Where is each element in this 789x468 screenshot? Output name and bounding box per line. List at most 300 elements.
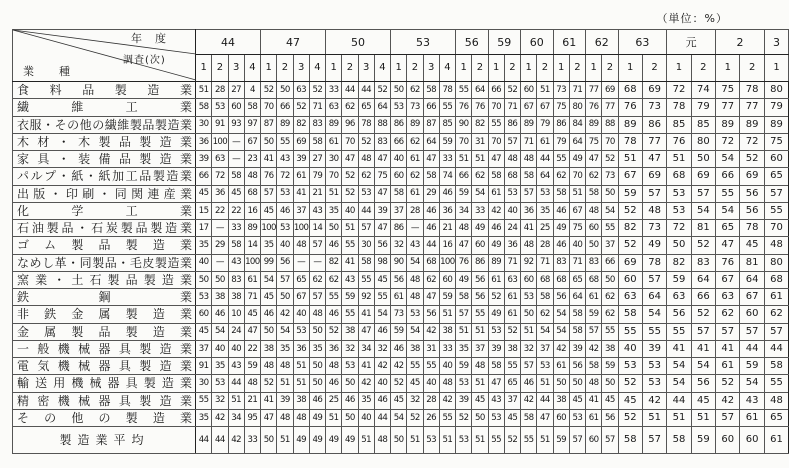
value-cell: 50 bbox=[691, 151, 715, 168]
survey-number: 3 bbox=[228, 55, 244, 82]
industry-row bbox=[13, 82, 789, 99]
value-cell: 89 bbox=[521, 116, 537, 133]
value-cell: 55 bbox=[326, 289, 342, 306]
value-cell: 61 bbox=[537, 133, 553, 150]
value-cell: 57 bbox=[309, 289, 325, 306]
value-cell: 80 bbox=[691, 133, 715, 150]
value-cell: 49 bbox=[293, 427, 309, 454]
value-cell: 55 bbox=[716, 185, 740, 202]
survey-number: 2 bbox=[642, 55, 666, 82]
value-cell: 29 bbox=[212, 237, 228, 254]
value-cell: 51 bbox=[537, 375, 553, 392]
value-cell: 73 bbox=[553, 82, 569, 99]
value-cell: 46 bbox=[521, 375, 537, 392]
value-cell: 64 bbox=[642, 289, 666, 306]
value-cell: 67 bbox=[618, 168, 642, 185]
value-cell: 89 bbox=[326, 116, 342, 133]
value-cell: 22 bbox=[212, 202, 228, 219]
value-cell: 54 bbox=[553, 306, 569, 323]
value-cell: 50 bbox=[391, 82, 407, 99]
value-cell: 41 bbox=[261, 392, 277, 409]
industry-row bbox=[13, 254, 789, 271]
value-cell: 50 bbox=[309, 323, 325, 340]
value-cell: 64 bbox=[423, 133, 439, 150]
value-cell: 68 bbox=[423, 254, 439, 271]
value-cell: 44 bbox=[667, 392, 691, 409]
value-cell: 72 bbox=[212, 168, 228, 185]
value-cell: 56 bbox=[667, 306, 691, 323]
survey-number: 4 bbox=[244, 55, 260, 82]
value-cell: 62 bbox=[602, 289, 618, 306]
industry-name: 鉄鋼業 bbox=[13, 289, 196, 306]
value-cell: 51 bbox=[342, 220, 358, 237]
value-cell: 14 bbox=[244, 237, 260, 254]
value-cell: 71 bbox=[569, 82, 585, 99]
value-cell: 42 bbox=[439, 392, 455, 409]
value-cell: 53 bbox=[667, 185, 691, 202]
value-cell: 40 bbox=[439, 358, 455, 375]
survey-header-label: 調査(次) bbox=[123, 55, 166, 66]
value-cell: 72 bbox=[740, 133, 764, 150]
value-cell: 52 bbox=[618, 237, 642, 254]
survey-number: 1 bbox=[667, 55, 691, 82]
value-cell: 71 bbox=[537, 254, 553, 271]
value-cell: 21 bbox=[309, 185, 325, 202]
value-cell: 54 bbox=[261, 271, 277, 288]
value-cell: 49 bbox=[472, 220, 488, 237]
value-cell: 53 bbox=[391, 99, 407, 116]
value-cell: 36 bbox=[504, 237, 520, 254]
value-cell: 63 bbox=[326, 99, 342, 116]
value-cell: 95 bbox=[244, 409, 260, 426]
value-cell: 35 bbox=[196, 237, 212, 254]
value-cell: 54 bbox=[407, 323, 423, 340]
value-cell: 32 bbox=[521, 340, 537, 357]
value-cell: 46 bbox=[326, 375, 342, 392]
survey-number: 1 bbox=[521, 55, 537, 82]
value-cell: 35 bbox=[261, 237, 277, 254]
value-cell: 46 bbox=[309, 392, 325, 409]
value-cell: 52 bbox=[293, 99, 309, 116]
value-cell: 48 bbox=[261, 358, 277, 375]
value-cell: 78 bbox=[740, 220, 764, 237]
value-cell: 45 bbox=[391, 392, 407, 409]
value-cell: 37 bbox=[504, 392, 520, 409]
industry-name: 金属製品製造業 bbox=[13, 323, 196, 340]
survey-number: 2 bbox=[691, 55, 715, 82]
value-cell: 45 bbox=[618, 392, 642, 409]
value-cell: 16 bbox=[244, 202, 260, 219]
survey-number: 3 bbox=[358, 55, 374, 82]
value-cell: 47 bbox=[423, 289, 439, 306]
survey-number: 2 bbox=[504, 55, 520, 82]
value-cell: 56 bbox=[472, 289, 488, 306]
value-cell: 54 bbox=[691, 202, 715, 219]
value-cell: 58 bbox=[553, 185, 569, 202]
survey-number: 1 bbox=[456, 55, 472, 82]
value-cell: 25 bbox=[537, 220, 553, 237]
value-cell: 56 bbox=[277, 254, 293, 271]
value-cell: 48 bbox=[309, 306, 325, 323]
value-cell: 56 bbox=[569, 358, 585, 375]
value-cell: 33 bbox=[439, 340, 455, 357]
value-cell: 37 bbox=[537, 340, 553, 357]
value-cell: 76 bbox=[261, 168, 277, 185]
value-cell: 51 bbox=[358, 427, 374, 454]
value-cell: 55 bbox=[764, 202, 788, 219]
value-cell: 83 bbox=[309, 116, 325, 133]
value-cell: 79 bbox=[537, 116, 553, 133]
value-cell: 41 bbox=[667, 340, 691, 357]
value-cell: 88 bbox=[374, 116, 390, 133]
year-header: 53 bbox=[391, 30, 456, 55]
survey-number: 2 bbox=[740, 55, 764, 82]
value-cell: 59 bbox=[391, 323, 407, 340]
value-cell: 99 bbox=[261, 254, 277, 271]
value-cell: 30 bbox=[196, 375, 212, 392]
value-cell: 54 bbox=[716, 151, 740, 168]
survey-number: 2 bbox=[537, 55, 553, 82]
value-cell: 52 bbox=[618, 375, 642, 392]
value-cell: 86 bbox=[642, 116, 666, 133]
value-cell: 46 bbox=[374, 323, 390, 340]
value-cell: 47 bbox=[642, 151, 666, 168]
industry-name: なめし革・同製品・毛皮製造業 bbox=[13, 254, 196, 271]
value-cell: 62 bbox=[326, 271, 342, 288]
value-cell: 37 bbox=[391, 202, 407, 219]
industry-name: ゴム製品製造業 bbox=[13, 237, 196, 254]
survey-number: 3 bbox=[423, 55, 439, 82]
value-cell: 51 bbox=[642, 409, 666, 426]
value-cell: 48 bbox=[407, 289, 423, 306]
value-cell: 42 bbox=[228, 427, 244, 454]
value-cell: 57 bbox=[456, 306, 472, 323]
value-cell: 55 bbox=[358, 271, 374, 288]
value-cell: 64 bbox=[740, 271, 764, 288]
value-cell: 71 bbox=[504, 99, 520, 116]
value-cell: 59 bbox=[618, 185, 642, 202]
value-cell: 54 bbox=[472, 185, 488, 202]
value-cell: 62 bbox=[407, 168, 423, 185]
value-cell: 98 bbox=[374, 254, 390, 271]
value-cell: 89 bbox=[740, 116, 764, 133]
value-cell: 66 bbox=[196, 168, 212, 185]
industry-row bbox=[13, 151, 789, 168]
value-cell: 35 bbox=[456, 340, 472, 357]
value-cell: 53 bbox=[212, 375, 228, 392]
value-cell: 42 bbox=[374, 358, 390, 375]
value-cell: 76 bbox=[456, 99, 472, 116]
value-cell: 63 bbox=[212, 151, 228, 168]
survey-number: 1 bbox=[618, 55, 642, 82]
value-cell: 48 bbox=[439, 375, 455, 392]
value-cell: 55 bbox=[602, 220, 618, 237]
value-cell: 56 bbox=[691, 375, 715, 392]
value-cell: 100 bbox=[244, 254, 260, 271]
industry-row bbox=[13, 185, 789, 202]
value-cell: 75 bbox=[586, 133, 602, 150]
value-cell: 48 bbox=[764, 392, 788, 409]
value-cell: 38 bbox=[553, 392, 569, 409]
value-cell: 68 bbox=[553, 271, 569, 288]
survey-number: 1 bbox=[261, 55, 277, 82]
value-cell: 36 bbox=[196, 133, 212, 150]
value-cell: 83 bbox=[374, 133, 390, 150]
value-cell: 66 bbox=[423, 99, 439, 116]
industry-row bbox=[13, 289, 789, 306]
value-cell: 62 bbox=[407, 82, 423, 99]
value-cell: 54 bbox=[642, 306, 666, 323]
value-cell: 32 bbox=[342, 340, 358, 357]
value-cell: 83 bbox=[228, 271, 244, 288]
value-cell: 91 bbox=[212, 116, 228, 133]
value-cell: 40 bbox=[228, 340, 244, 357]
value-cell: 65 bbox=[716, 220, 740, 237]
industry-row bbox=[13, 409, 789, 426]
value-cell: 57 bbox=[764, 323, 788, 340]
value-cell: 40 bbox=[423, 375, 439, 392]
value-cell: 51 bbox=[537, 427, 553, 454]
value-cell: 59 bbox=[439, 133, 455, 150]
value-cell: 46 bbox=[488, 220, 504, 237]
value-cell: 87 bbox=[423, 116, 439, 133]
value-cell: 52 bbox=[691, 306, 715, 323]
value-cell: 62 bbox=[764, 306, 788, 323]
value-cell: 63 bbox=[293, 82, 309, 99]
value-cell: 35 bbox=[196, 409, 212, 426]
value-cell: 47 bbox=[374, 185, 390, 202]
value-cell: 72 bbox=[667, 220, 691, 237]
value-cell: 50 bbox=[309, 358, 325, 375]
value-cell: 33 bbox=[228, 220, 244, 237]
value-cell: 55 bbox=[423, 358, 439, 375]
value-cell: 39 bbox=[374, 202, 390, 219]
value-cell: 70 bbox=[326, 168, 342, 185]
value-cell: 69 bbox=[602, 82, 618, 99]
value-cell: 48 bbox=[586, 375, 602, 392]
value-cell: 82 bbox=[618, 220, 642, 237]
year-header: 2 bbox=[716, 30, 765, 55]
value-cell: 45 bbox=[374, 271, 390, 288]
value-cell: 43 bbox=[407, 237, 423, 254]
value-cell: 57 bbox=[261, 185, 277, 202]
value-cell: 41 bbox=[521, 220, 537, 237]
value-cell: 78 bbox=[667, 99, 691, 116]
value-cell: 32 bbox=[391, 237, 407, 254]
value-cell: 67 bbox=[521, 99, 537, 116]
value-cell: 66 bbox=[716, 168, 740, 185]
value-cell: 58 bbox=[586, 358, 602, 375]
value-cell: 78 bbox=[358, 116, 374, 133]
value-cell: 61 bbox=[407, 185, 423, 202]
value-cell: 70 bbox=[764, 220, 788, 237]
value-cell: 67 bbox=[740, 289, 764, 306]
value-cell: 50 bbox=[342, 409, 358, 426]
value-cell: — bbox=[212, 220, 228, 237]
value-cell: 52 bbox=[716, 375, 740, 392]
value-cell: 53 bbox=[537, 358, 553, 375]
value-cell: 51 bbox=[537, 82, 553, 99]
value-cell: 50 bbox=[196, 271, 212, 288]
value-cell: 45 bbox=[407, 375, 423, 392]
value-cell: 59 bbox=[740, 358, 764, 375]
value-cell: 59 bbox=[456, 358, 472, 375]
value-cell: 48 bbox=[521, 237, 537, 254]
value-cell: 78 bbox=[642, 254, 666, 271]
value-cell: 71 bbox=[309, 99, 325, 116]
value-cell: 68 bbox=[504, 168, 520, 185]
value-cell: 45 bbox=[472, 392, 488, 409]
year-header: 44 bbox=[196, 30, 261, 55]
value-cell: 89 bbox=[716, 116, 740, 133]
value-cell: 47 bbox=[586, 151, 602, 168]
value-cell: 24 bbox=[228, 323, 244, 340]
value-cell: 66 bbox=[691, 289, 715, 306]
value-cell: 42 bbox=[553, 340, 569, 357]
value-cell: 53 bbox=[423, 427, 439, 454]
value-cell: 45 bbox=[691, 392, 715, 409]
value-cell: 54 bbox=[602, 202, 618, 219]
value-cell: 17 bbox=[196, 220, 212, 237]
value-cell: 39 bbox=[456, 392, 472, 409]
value-cell: 39 bbox=[293, 151, 309, 168]
industry-row bbox=[13, 116, 789, 133]
value-cell: — bbox=[228, 151, 244, 168]
value-cell: — bbox=[228, 133, 244, 150]
value-cell: 38 bbox=[439, 323, 455, 340]
value-cell: 43 bbox=[740, 392, 764, 409]
value-cell: 58 bbox=[228, 237, 244, 254]
value-cell: 42 bbox=[277, 306, 293, 323]
value-cell: 64 bbox=[472, 82, 488, 99]
value-cell: 40 bbox=[618, 340, 642, 357]
value-cell: 73 bbox=[642, 220, 666, 237]
value-cell: 57 bbox=[602, 427, 618, 454]
value-cell: 56 bbox=[423, 306, 439, 323]
value-cell: 82 bbox=[667, 254, 691, 271]
value-cell: 51 bbox=[472, 151, 488, 168]
value-cell: 58 bbox=[764, 358, 788, 375]
value-cell: 53 bbox=[342, 358, 358, 375]
value-cell: — bbox=[212, 254, 228, 271]
value-cell: 89 bbox=[277, 116, 293, 133]
value-cell: 66 bbox=[391, 133, 407, 150]
value-cell: 49 bbox=[342, 427, 358, 454]
value-cell: 54 bbox=[407, 254, 423, 271]
value-cell: 100 bbox=[293, 220, 309, 237]
value-cell: 56 bbox=[472, 271, 488, 288]
value-cell: 76 bbox=[716, 254, 740, 271]
value-cell: 56 bbox=[391, 271, 407, 288]
value-cell: 58 bbox=[537, 289, 553, 306]
year-header: 61 bbox=[553, 30, 586, 55]
value-cell: 57 bbox=[569, 427, 585, 454]
value-cell: 48 bbox=[642, 202, 666, 219]
value-cell: 50 bbox=[586, 237, 602, 254]
value-cell: 41 bbox=[342, 254, 358, 271]
value-cell: 70 bbox=[456, 133, 472, 150]
value-cell: 40 bbox=[196, 254, 212, 271]
value-cell: 57 bbox=[277, 271, 293, 288]
value-cell: 73 bbox=[391, 306, 407, 323]
value-cell: 58 bbox=[569, 306, 585, 323]
value-cell: 82 bbox=[326, 254, 342, 271]
value-cell: 29 bbox=[423, 185, 439, 202]
value-cell: 83 bbox=[586, 254, 602, 271]
value-cell: 59 bbox=[667, 271, 691, 288]
value-cell: 79 bbox=[309, 168, 325, 185]
value-cell: 61 bbox=[716, 358, 740, 375]
value-cell: 55 bbox=[488, 427, 504, 454]
value-cell: 31 bbox=[472, 133, 488, 150]
value-cell: 60 bbox=[196, 306, 212, 323]
survey-number: 2 bbox=[407, 55, 423, 82]
value-cell: 54 bbox=[667, 375, 691, 392]
value-cell: 50 bbox=[553, 375, 569, 392]
value-cell: 14 bbox=[309, 220, 325, 237]
value-cell: 69 bbox=[293, 133, 309, 150]
value-cell: 55 bbox=[488, 116, 504, 133]
survey-number: 1 bbox=[586, 55, 602, 82]
value-cell: 65 bbox=[764, 168, 788, 185]
value-cell: 21 bbox=[244, 392, 260, 409]
survey-number: 1 bbox=[488, 55, 504, 82]
value-cell: 28 bbox=[407, 202, 423, 219]
value-cell: 46 bbox=[553, 237, 569, 254]
value-cell: 51 bbox=[326, 409, 342, 426]
value-cell: 48 bbox=[456, 220, 472, 237]
survey-number: 4 bbox=[309, 55, 325, 82]
value-cell: 21 bbox=[439, 220, 455, 237]
value-cell: 39 bbox=[196, 151, 212, 168]
value-cell: 39 bbox=[569, 340, 585, 357]
value-cell: 50 bbox=[212, 271, 228, 288]
value-cell: 55 bbox=[196, 392, 212, 409]
value-cell: 69 bbox=[642, 82, 666, 99]
value-cell: 90 bbox=[391, 254, 407, 271]
value-cell: 62 bbox=[716, 306, 740, 323]
value-cell: 16 bbox=[439, 237, 455, 254]
value-cell: 58 bbox=[569, 323, 585, 340]
value-cell: 40 bbox=[342, 202, 358, 219]
value-cell: 35 bbox=[358, 392, 374, 409]
value-cell: 78 bbox=[439, 82, 455, 99]
value-cell: 51 bbox=[407, 427, 423, 454]
value-cell: 80 bbox=[764, 82, 788, 99]
value-cell: 53 bbox=[667, 202, 691, 219]
value-cell: 38 bbox=[342, 323, 358, 340]
industry-name: 石油製品・石炭製品製造業 bbox=[13, 220, 196, 237]
value-cell: 59 bbox=[244, 358, 260, 375]
value-cell: 53 bbox=[358, 185, 374, 202]
value-cell: 50 bbox=[261, 133, 277, 150]
value-cell: 47 bbox=[423, 151, 439, 168]
year-header: 56 bbox=[456, 30, 489, 55]
value-cell: — bbox=[309, 254, 325, 271]
value-cell: 48 bbox=[277, 358, 293, 375]
value-cell: 40 bbox=[569, 237, 585, 254]
value-cell: 43 bbox=[342, 271, 358, 288]
value-cell: 44 bbox=[374, 409, 390, 426]
value-cell: 100 bbox=[439, 254, 455, 271]
value-cell: 69 bbox=[740, 168, 764, 185]
value-cell: 68 bbox=[764, 271, 788, 288]
industry-row bbox=[13, 220, 789, 237]
value-cell: 30 bbox=[326, 151, 342, 168]
survey-number: 1 bbox=[553, 55, 569, 82]
value-cell: 44 bbox=[537, 392, 553, 409]
value-cell: 60 bbox=[439, 271, 455, 288]
